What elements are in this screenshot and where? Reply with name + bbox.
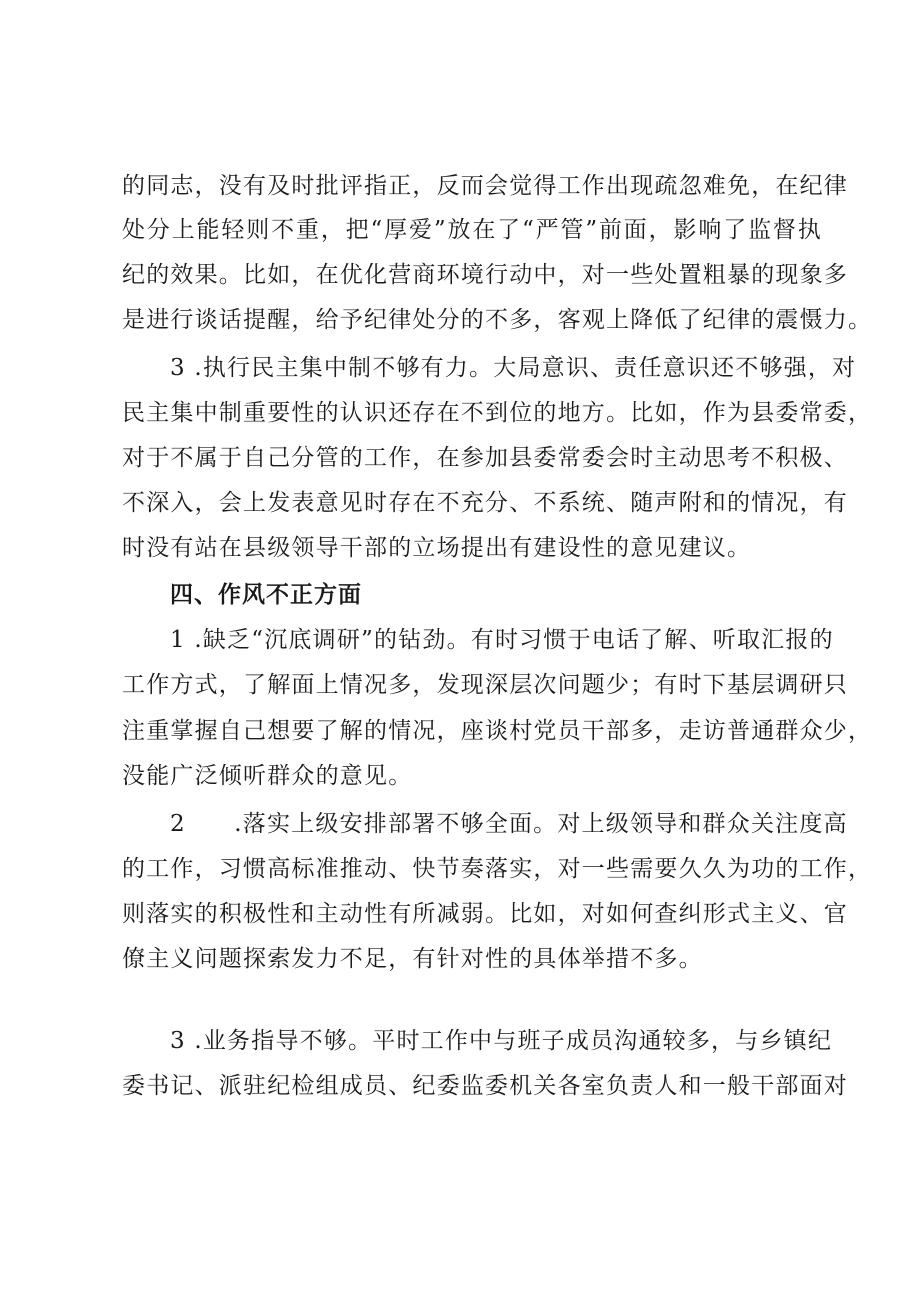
paragraph-line: 处分上能轻则不重，把“厚爱”放在了“严管”前面，影响了监督执 [122, 217, 822, 243]
paragraph-line: 民主集中制重要性的认识还存在不到位的地方。比如，作为县委常委， [122, 400, 873, 426]
paragraph-line: 则落实的积极性和主动性有所减弱。比如，对如何查纠形式主义、官 [122, 901, 848, 927]
paragraph-line: 僚主义问题探索发力不足，有针对性的具体举措不多。 [122, 946, 703, 972]
paragraph-line: 的工作，习惯高标准推动、快节奏落实，对一些需要久久为功的工作， [122, 856, 873, 882]
item-3-heading-line: 3 .执行民主集中制不够有力。大局意识、责任意识还不够强，对 [170, 355, 857, 381]
item-3b-heading-line: 3 .业务指导不够。平时工作中与班子成员沟通较多，与乡镇纪 [170, 1028, 833, 1054]
item-2-heading-line: 2 .落实上级安排部署不够全面。对上级领导和群众关注度高 [170, 811, 848, 837]
paragraph-line: 对于不属于自己分管的工作，在参加县委常委会时主动思考不积极、 [122, 445, 848, 471]
paragraph-line: 没能广泛倾听群众的意见。 [122, 763, 413, 789]
paragraph-line: 的同志，没有及时批评指正，反而会觉得工作出现疏忽难免，在纪律 [122, 173, 848, 199]
paragraph-line: 工作方式，了解面上情况多，发现深层次问题少；有时下基层调研只 [122, 672, 848, 698]
paragraph-line: 委书记、派驻纪检组成员、纪委监委机关各室负责人和一般干部面对 [122, 1073, 848, 1099]
section-heading: 四、作风不正方面 [170, 582, 362, 608]
paragraph-line: 注重掌握自己想要了解的情况，座谈村党员干部多，走访普通群众少， [122, 718, 873, 744]
paragraph-line: 纪的效果。比如，在优化营商环境行动中，对一些处置粗暴的现象多 [122, 262, 848, 288]
paragraph-line: 不深入，会上发表意见时存在不充分、不系统、随声附和的情况，有 [122, 490, 848, 516]
paragraph-line: 时没有站在县级领导干部的立场提出有建设性的意见建议。 [122, 535, 752, 561]
item-1-heading-line: 1 .缺乏“沉底调研”的钻劲。有时习惯于电话了解、听取汇报的 [170, 627, 834, 653]
paragraph-line: 是进行谈话提醒，给予纪律处分的不多，客观上降低了纪律的震慑力。 [122, 307, 873, 333]
